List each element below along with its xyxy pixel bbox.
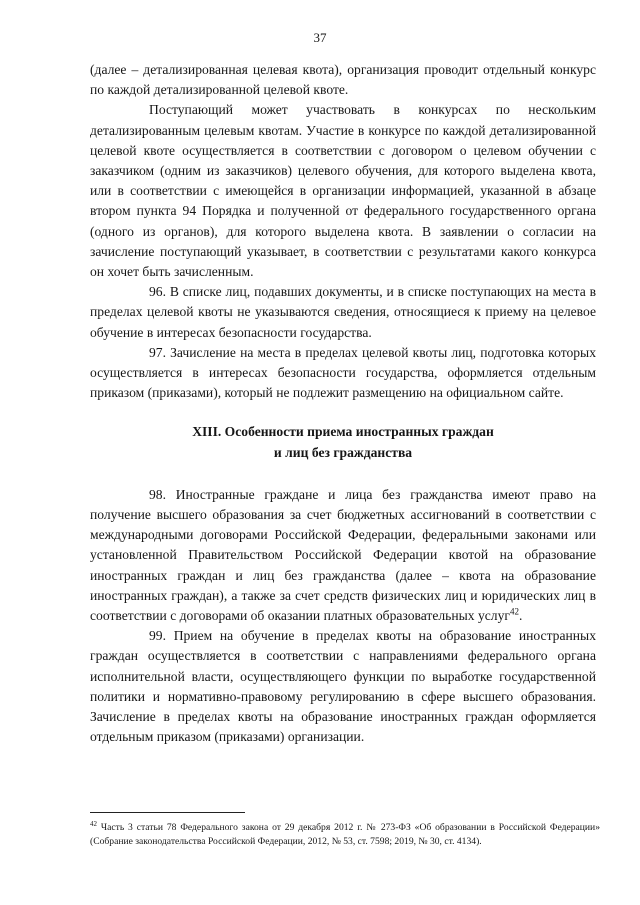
section-heading-line2: и лиц без гражданства [273,444,413,460]
footnote-reference[interactable]: 42 [509,606,519,617]
paragraph-98-end: . [518,608,523,624]
paragraph-96: 96. В списке лиц, подавших документы, и в списке поступающих на места в пределах целевой квоты не указываются сведения, относящиеся к приему на целевое обучение в интересах безопасности государства. [90,284,596,340]
paragraph-98 [90,485,596,626]
section-heading-line1: XIII. Особенности приема иностранных граждан [192,424,494,440]
page-number: 37 [313,30,327,45]
footnote-text: Часть 3 статьи 78 Федерального закона от 29 декабря 2012 г. № 273-ФЗ «Об образовании в Российской Федерации» (Собрание законодательства Российской Федерации, 2012, № 53, ст. 7598; 2019, № 30, ст. 4134). [90,822,600,847]
footnote [90,821,600,849]
paragraph-98-text: 98. Иностранные граждане и лица без гражданства имеют право на получение высшего образования за счет бюджетных ассигнований в соответствии с международными договорами Российской Федерации, федеральными законами или установленной Правительством Российской Федерации квотой на образование иностранных граждан и лиц без гражданства (далее – квота на образование иностранных граждан), а также за счет средств физических лиц и юридических лиц в соответствии с договорами об оказании платных образовательных услуг [90,486,596,624]
document-body [90,60,596,748]
paragraph-97: 97. Зачисление на места в пределах целевой квоты лиц, подготовка которых осуществляется в интересах безопасности государства, оформляется отдельным приказом (приказами), который не подлежит размещению на официальном сайте. [90,344,596,401]
paragraph-99: 99. Прием на обучение в пределах квоты на образование иностранных граждан осуществляется в соответствии с направлениями федерального органа исполнительной власти, осуществляющего функции по выработке государственной политики и нормативно-правовому регулированию в сфере высшего образования. Зачисление в пределах квоты на образование иностранных граждан оформляется отдельным приказом (приказами) организации. [90,628,596,745]
footnote-marker: 42 [90,819,97,828]
paragraph-continuation: (далее – детализированная целевая квота), организация проводит отдельный конкурс по каждой детализированной целевой квоте. [90,62,596,98]
footnote-separator [90,812,245,813]
section-heading [90,422,596,462]
paragraph-detailed-quota: Поступающий может участвовать в конкурсах по нескольким детализированным целевым квотам. Участие в конкурсе по каждой детализированной целевой квоте осуществляется в соответствии с договором о целевом обучении с заказчиком (одним из заказчиков) целевого обучения, для которого выделена квота, или в соответствии с имеющейся в организации информацией, указанной в абзаце втором пункта 94 Порядка и полученной от федерального государственного органа (одного из органов), для которого выделена квота. В заявлении о согласии на зачисление поступающий указывает, в соответствии с результатами какого конкурса он хочет быть зачисленным. [90,102,596,280]
